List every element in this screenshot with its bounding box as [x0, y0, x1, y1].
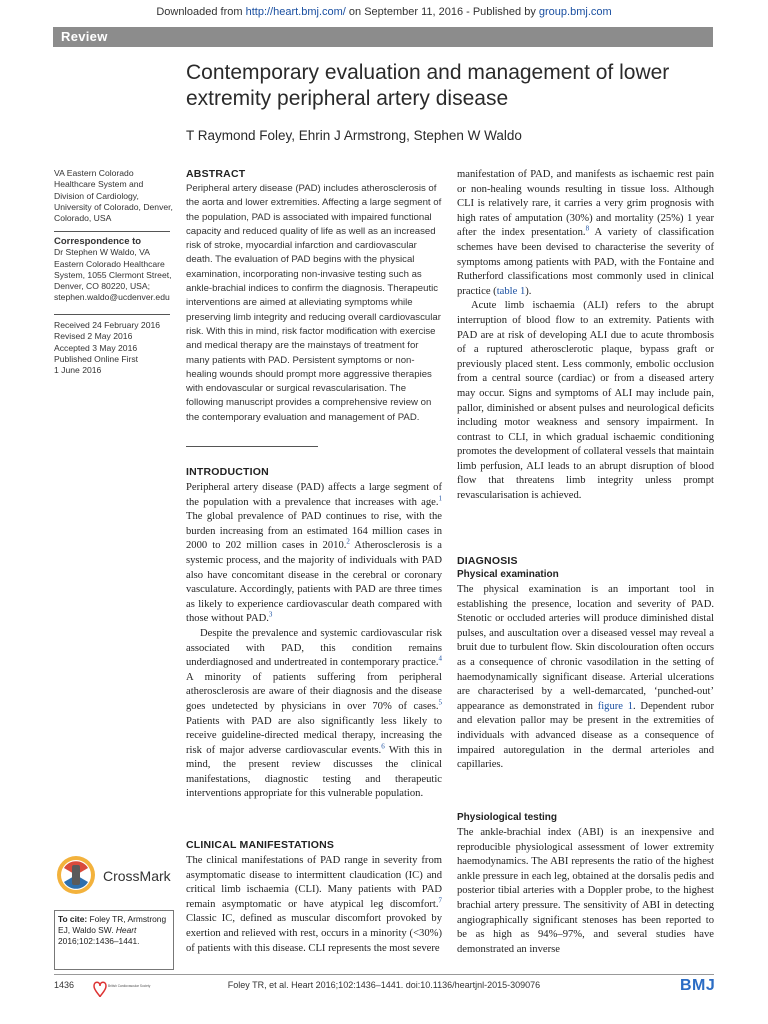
footer-divider	[54, 974, 714, 975]
correspondence-body: Dr Stephen W Waldo, VA Eastern Colorado Healthcare System, 1055 Clermont Street, Denver, CO 80220, USA; stephen.waldo@ucdenver.edu	[54, 247, 172, 303]
paragraph: Acute limb ischaemia (ALI) refers to the abrupt interruption of blood flow to an extremity. Patients with PAD are at risk of developing ALI due to acute thrombosis of a ruptured atherosclerotic plaque, bypass graft or previously placed stent. Less commonly, embolic occlusion from a central source (cardiac) or from a diseased artery may occur. Signs and symptoms of ALI may include pain, pallor, diminished or absent pulses and neurological deficits including motor weakness and sensory impairment. In contrast to CLI, in which gradual ischaemic conditioning promotes the development of collateral vessels that maintain limb perfusion, ALI leads to an abrupt disruption of blood flow that threatens limb integrity unless prompt revascularisation is achieved.	[457, 300, 714, 502]
article-dates	[54, 320, 174, 376]
abstract-divider	[186, 446, 318, 447]
clinical-body	[186, 854, 442, 956]
reference-marker[interactable]: 5	[438, 698, 442, 707]
divider	[54, 231, 170, 232]
download-notice: Downloaded from http://heart.bmj.com/ on September 11, 2016 - Published by group.bmj.com	[156, 6, 612, 18]
physical-exam-body	[457, 583, 714, 773]
date-received: Received 24 February 2016	[54, 320, 161, 330]
cite-journal: Heart	[115, 925, 137, 935]
reference-marker[interactable]: 6	[381, 742, 385, 751]
crossmark-label[interactable]: CrossMark	[103, 868, 171, 884]
download-link[interactable]: http://heart.bmj.com/	[245, 6, 346, 18]
introduction-heading: INTRODUCTION	[186, 466, 269, 478]
date-accepted: Accepted 3 May 2016	[54, 342, 138, 353]
paragraph: The clinical manifestations of PAD range in severity from asymptomatic disease to intermittent claudication (IC) and critical limb ischaemia (CLI). Many patients with PAD remain asymptomatic or have atypical leg discomfort.$^7$ Classic IC, defined as muscular discomfort provoked by exertion and relieved with rest, occurs in a minority (<30%) of patients with this disease. CLI represents the most severe	[186, 855, 442, 954]
right-column-body	[457, 168, 714, 504]
reference-marker[interactable]: 2	[346, 537, 350, 546]
paragraph: Peripheral artery disease (PAD) affects a large segment of the population with a prevalence that increases with age.$^1$ The global prevalence of PAD continues to rise, with the burden increasing from an estimated 164 million cases in 2000 to 202 million cases in 2010.$^2$ Atherosclerosis is a systemic process, and the majority of individuals with PAD also have concomitant disease in the cerebral or coronary vasculature. Accordingly, patients with PAD are three times as likely to experience cardiovascular death compared with those without PAD.$^3$	[186, 482, 442, 625]
reference-marker[interactable]: 1	[438, 494, 442, 503]
cite-label: To cite:	[58, 914, 88, 924]
reference-marker[interactable]: 7	[438, 896, 442, 905]
reference-marker[interactable]: 3	[268, 610, 273, 619]
page-number: 1436	[54, 980, 75, 990]
bmj-logo: BMJ	[680, 977, 716, 994]
divider	[54, 314, 170, 315]
date-published: 1 June 2016	[54, 365, 102, 376]
physiological-testing-body	[457, 826, 714, 957]
article-authors: T Raymond Foley, Ehrin J Armstrong, Stephen W Waldo	[186, 128, 522, 143]
clinical-heading: CLINICAL MANIFESTATIONS	[186, 839, 335, 851]
cite-volume: 2016;102:1436–1441.	[58, 936, 140, 946]
paragraph: Despite the prevalence and systemic cardiovascular risk associated with PAD, this condition remains underdiagnosed and undertreated in contemporary practice.$^4$ A minority of patients suffering from peripheral atherosclerosis are aware of their diagnosis and the disease goes undetected by physicians in over 70% of cases.$^5$ Patients with PAD are also significantly less likely to receive guideline-directed medical therapy, increasing the risk of major adverse cardiovascular events.$^6$ With this in mind, the present review discusses the clinical manifestations, diagnostic testing and therapeutic interventions appropriate for this vulnerable population.	[186, 627, 443, 800]
abstract-heading: ABSTRACT	[186, 168, 246, 180]
reference-marker[interactable]: 8	[585, 224, 590, 233]
correspondence	[54, 236, 174, 304]
date-published-label: Published Online First	[54, 353, 139, 364]
table-1-link[interactable]: table 1	[496, 285, 526, 297]
date-revised: Revised 2 May 2016	[54, 331, 133, 342]
reference-marker[interactable]: 4	[438, 654, 442, 663]
article-title: Contemporary evaluation and management of lower extremity peripheral artery disease	[186, 61, 670, 110]
diagnosis-heading: DIAGNOSIS	[457, 555, 518, 567]
cite-box	[54, 910, 174, 970]
publisher-link[interactable]: group.bmj.com	[538, 6, 612, 18]
footer-citation: Foley TR, et al. Heart 2016;102:1436–1441. doi:10.1136/heartjnl-2015-309076	[227, 980, 541, 990]
affiliation: VA Eastern Colorado Healthcare System and Division of Cardiology, University of Colorado, Denver, Colorado, USA	[54, 168, 173, 224]
paragraph: The physical examination is an important tool in establishing the presence, location and severity of PAD. Stenotic or occluded arteries will produce diminished distal pulses, and auscultation over a diseased vessel may reveal a bruit due to turbulent flow. Skin discolouration often occurs as a consequence of chronic vasodilation in the setting of haemodynamically significant disease. Arterial ulcerations are characterised by a well-demarcated, ‘punched-out’ appearance as demonstrated in figure 1. Dependent rubor and elevation pallor may be present in the extremities of individuals with advanced disease as a consequence of impaired autoregulation in the dermal arterioles and capillaries.	[457, 584, 714, 771]
cite-authors: Foley TR, Armstrong EJ, Waldo SW.	[58, 914, 167, 935]
society-logo-text: British Cardiovascular Society	[108, 984, 151, 988]
abstract-text: Peripheral artery disease (PAD) includes atherosclerosis of the aorta and lower extremities. Affecting a large segment of the population, PAD is associated with impaired functional capacity and reduced quality of life as well as an increased risk of stroke, myocardial infarction and cardiovascular death. The evaluation of PAD begins with the physical examination, incorporating non-invasive testing such as ankle-brachial indices to confirm the diagnosis. Therapeutic interventions are aimed at alleviating symptoms while preserving limb integrity and reducing overall cardiovascular risk. With this in mind, risk factor modification with exercise and medical therapy are the mainstays of treatment for many patients with PAD. Persistent symptoms or non-healing wounds should prompt more aggressive therapies with endovascular or surgical revascularisation. The following manuscript provides a comprehensive review on the contemporary evaluation and management of PAD.	[186, 183, 442, 423]
paragraph: manifestation of PAD, and manifests as ischaemic rest pain or non-healing wounds resulting in tissue loss. Although CLI is relatively rare, it carries a very grim prognosis with high rates of amputation (30%) and mortality (25%) 1 year after the index presentation.$^8$ A variety of classification schemes have been devised to characterise the severity of symptoms among patients with PAD, with the Fontaine and Rutherford classifications most commonly used in clinical practice (table 1).	[457, 169, 715, 297]
physical-exam-heading: Physical examination	[457, 569, 559, 580]
figure-1-link[interactable]: figure 1	[597, 700, 634, 712]
paragraph: The ankle-brachial index (ABI) is an inexpensive and reproducible physiological assessment of lower extremity haemodynamics. The ABI represents the ratio of the highest ankle pressure in each leg, obtained at the dorsalis pedis and posterior tibial arteries with a Doppler probe, to the highest brachial artery pressure. The sensitivity of ABI in detecting angiographically significant stenoses has been reported to be as high as 94%–97%, and several studies have demonstrated an inverse	[457, 827, 714, 955]
introduction-body	[186, 481, 442, 802]
correspondence-heading: Correspondence to	[54, 236, 142, 247]
physiological-testing-heading: Physiological testing	[457, 812, 558, 823]
section-bar: Review	[53, 27, 713, 47]
